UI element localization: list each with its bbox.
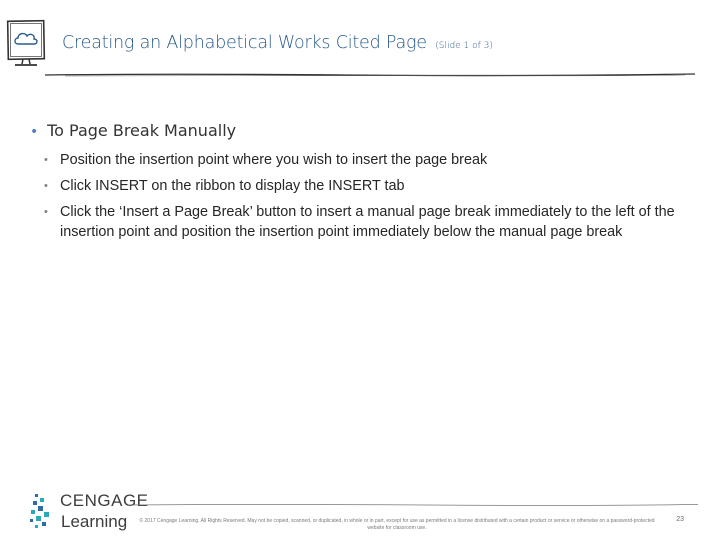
footer-rule bbox=[128, 502, 698, 508]
bullet-level2-item bbox=[44, 202, 684, 242]
bullet-icon: • bbox=[30, 124, 39, 140]
title-underline bbox=[45, 70, 695, 80]
page-number: 23 bbox=[676, 516, 684, 523]
bullet-icon: • bbox=[44, 154, 48, 166]
bullet-level2-item bbox=[44, 176, 684, 196]
brand-subname: Learning bbox=[61, 512, 128, 531]
bullet-level2-item bbox=[44, 150, 684, 170]
bullet-level2-text: Click the ‘Insert a Page Break’ button to insert a manual page break immediately to the left of the insertion point and position the insertion point immediately below the manual page break bbox=[60, 204, 675, 240]
copyright-notice: © 2017 Cengage Learning. All Rights Reserved. May not be copied, scanned, or duplicated, in whole or in part, except for use as permitted in a license distributed with a certain product or service or otherwise on a password-protected website for classroom use. bbox=[139, 518, 655, 531]
brand-name: CENGAGE bbox=[60, 491, 149, 510]
bullet-level2-text: Position the insertion point where you wish to insert the page break bbox=[60, 152, 488, 168]
bullet-level1-text: To Page Break Manually bbox=[47, 121, 237, 140]
bullet-list-level2 bbox=[44, 150, 684, 248]
bullet-level1 bbox=[30, 121, 690, 140]
slide-indicator: (Slide 1 of 3) bbox=[435, 41, 493, 51]
cloud-monitor-icon bbox=[6, 18, 46, 70]
title-text: Creating an Alphabetical Works Cited Page bbox=[62, 33, 427, 53]
bullet-icon: • bbox=[44, 206, 48, 218]
bullet-level2-text: Click INSERT on the ribbon to display the INSERT tab bbox=[60, 178, 405, 194]
slide-title bbox=[62, 33, 493, 53]
bullet-icon: • bbox=[44, 180, 48, 192]
